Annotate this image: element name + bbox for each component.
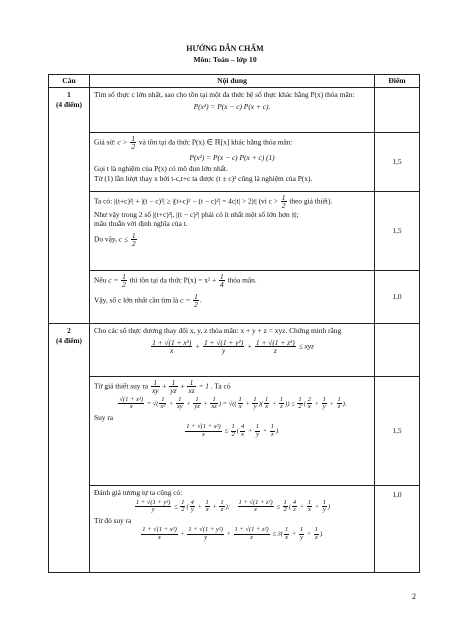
q1-score-c: 1,0 bbox=[375, 271, 420, 324]
question-2-cell bbox=[49, 324, 90, 573]
fraction-one-half: $\frac{1}{2}$ bbox=[122, 272, 126, 290]
table-header-row bbox=[49, 75, 420, 88]
q2-step-2 bbox=[90, 486, 375, 573]
q1-step-2-line1b: theo giả thiết). bbox=[289, 196, 333, 206]
q1-step-1: Giả sử: c > $\frac{1}{2}$ và tồn tại đa thức P(x) ∈ ℝ[x] khác hằng thỏa mãn: P(x²) = P(x − c) P(x + c) (1) Gọi t là nghiệm của P(x) có mô đun lớn nhất. Từ (1) lần lượt thay x bởi t-c,t+c ta được (t ± c)² cũng là nghiệm của P(x). bbox=[90, 133, 375, 192]
q2-step-2-result: $\frac{\text{1 + √(1 + x²)}}{x}$ + $\frac{\text{1 + √(1 + y²)}}{y}$ + $\frac{\text{1 + √(1 + z²)}}{z}$ ≤ 3( $\frac{1}{x}$ + $\frac{1}{y}$ + $\frac{1}{z}$ ). bbox=[142, 526, 324, 541]
q1-step-1-line4: Từ (1) lần lượt thay x bởi t-c,t+c ta được (t ± c)² cũng là nghiệm của P(x). bbox=[94, 174, 313, 184]
table-row bbox=[49, 377, 420, 486]
question-1-cell bbox=[49, 88, 90, 324]
q1-step-3-line2: Vậy, số c lớn nhất cần tìm là c = $\frac{1}{2}$ . bbox=[94, 291, 202, 310]
col-header-content: Nội dung bbox=[90, 75, 375, 88]
q1-step-2-conclusion-text: Do vậy, bbox=[94, 234, 117, 244]
question-2-points: (4 điểm) bbox=[55, 335, 83, 345]
q1-step-2-conclusion: Do vậy, c ≤ $\frac{1}{2}$ bbox=[94, 231, 136, 249]
q2-statement-text: Cho các số thực dương thay đổi x, y, z thỏa mãn: x + y + z = xyz. Chứng minh rằng bbox=[94, 326, 342, 335]
q2-step-1-trail: . Ta có bbox=[210, 381, 231, 391]
question-2-number: 2 bbox=[67, 326, 71, 335]
q1-score-b: 1,5 bbox=[375, 192, 420, 271]
q2-statement bbox=[90, 324, 375, 377]
fraction-one-half: $\frac{1}{2}$ bbox=[281, 193, 286, 211]
fraction-one-half: $\frac{1}{2}$ bbox=[131, 231, 136, 249]
q1-statement-score bbox=[375, 88, 420, 133]
q2-step-2-lead: Đánh giá tương tự ta cũng có: bbox=[94, 488, 183, 497]
q2-statement-score bbox=[375, 324, 420, 377]
q1-step-2 bbox=[90, 192, 375, 271]
q1-step-1-text: và tồn tại đa thức P(x) ∈ ℝ[x] khác hằng thỏa mãn: bbox=[138, 137, 293, 147]
q2-score-a: 1,5 bbox=[375, 377, 420, 486]
col-header-score: Điểm bbox=[375, 75, 420, 88]
q1-step-2-line1: Ta có: |(t+c)²| + |(t − c)²| ≥ |(t+c)² − (t − c)²| = 4c|t| > 2|t| (vì c > bbox=[94, 196, 278, 206]
col-header-question: Câu bbox=[49, 75, 90, 88]
q1-step-3-if: Nếu bbox=[94, 275, 107, 285]
table-row bbox=[49, 133, 420, 192]
q1-step-1-lead: Giả sử: bbox=[94, 137, 116, 147]
table-row bbox=[49, 324, 420, 377]
page-subtitle: Môn: Toán – lớp 10 bbox=[193, 55, 257, 64]
q2-score-b: 1,0 bbox=[375, 486, 420, 573]
page-number: 2 bbox=[412, 592, 416, 601]
q1-step-1-line3: Gọi t là nghiệm của P(x) có mô đun lớn nhất. bbox=[94, 164, 228, 174]
q1-statement-text: Tìm số thực c lớn nhất, sao cho tồn tại một đa thức hệ số thực khác hằng P(x) thỏa mãn: bbox=[94, 90, 355, 99]
q1-step-3 bbox=[90, 271, 375, 324]
question-1-number: 1 bbox=[67, 90, 71, 99]
q1-step-2-line3: mâu thuẫn với định nghĩa của t. bbox=[94, 219, 188, 229]
q2-step-1-hence: Suy ra bbox=[94, 412, 114, 422]
q1-step-3-satisfy: thỏa mãn. bbox=[227, 275, 257, 285]
q2-step-1 bbox=[90, 377, 375, 486]
q2-statement-rhs: ≤ xyz bbox=[298, 341, 314, 351]
grading-table bbox=[48, 74, 420, 573]
page-title: HƯỚNG DẪN CHẤM bbox=[186, 44, 264, 53]
q1-score-a: 1,5 bbox=[375, 133, 420, 192]
fraction-one-half: $\frac{1}{2}$ bbox=[194, 291, 198, 310]
table-row bbox=[49, 192, 420, 271]
q1-statement-formula: P(x²) = P(x − c) P(x + c). bbox=[193, 101, 271, 111]
q2-step-2-hence: Từ đó suy ra bbox=[94, 515, 132, 525]
q1-step-3-line1: Nếu c = $\frac{1}{2}$ thì tồn tại đa thức P(x) = x² + $\frac{1}{4}$ thỏa mãn. bbox=[94, 272, 257, 290]
q2-step-1-lead: Từ giả thiết suy ra bbox=[94, 381, 149, 391]
q2-step-2-formula: $\frac{\text{1 + √(1 + y²)}}{y}$ ≤ $\frac{1}{2}$ ( $\frac{4}{y}$ + $\frac{1}{x}$ + $\frac{1}{z}$ ); $\frac{\text{1 + √(1 + z²)}}{z}$ ≤ $\frac{1}{2}$ ( $\frac{4}{z}$ + $\frac{1}{x}$ + $\frac{1}{y}$ ) bbox=[135, 498, 331, 514]
q2-statement-formula: $\frac{\text{1 + √(1 + x²)}}{x}$ + $\frac{\text{1 + √(1 + y²)}}{y}$ + $\frac{\text{1 + √(1 + z²)}}{z}$ ≤ xyz bbox=[152, 337, 314, 356]
q2-step-1-formula: $\frac{\text{√(1 + x²)}}{x}$ = √( $\frac{1}{\text{x²}}$ + $\frac{1}{xy}$ + $\frac{1}{yz}$ + $\frac{1}{xz}$ ) = √(( $\frac{1}{x}$ + $\frac{1}{y}$ )( $\frac{1}{x}$ + $\frac{1}{z}$ )) ≤ $\frac{1}{2}$ ( $\frac{2}{x}$ + $\frac{1}{y}$ + $\frac{1}{z}$ ). bbox=[119, 395, 347, 411]
q1-step-3-poly: thì tồn tại đa thức P(x) = x² + bbox=[129, 275, 217, 285]
fraction-one-fourth: $\frac{1}{4}$ bbox=[220, 272, 224, 290]
question-1-points: (4 điểm) bbox=[55, 99, 83, 109]
q2-step-1-result: $\frac{\text{1 + √(1 + x²)}}{x}$ ≤ $\frac{1}{2}$ ( $\frac{4}{x}$ + $\frac{1}{y}$ + $\frac{1}{z}$ ). bbox=[186, 423, 280, 438]
q1-statement bbox=[90, 88, 375, 133]
q1-step-1-formula: P(x²) = P(x − c) P(x + c) (1) bbox=[189, 152, 275, 162]
table-row bbox=[49, 88, 420, 133]
table-row bbox=[49, 486, 420, 573]
q1-step-3-answer-text: Vậy, số c lớn nhất cần tìm là bbox=[94, 295, 179, 305]
fraction-one-half: $\frac{1}{2}$ bbox=[131, 134, 136, 152]
q2-step-1-line1: Từ giả thiết suy ra $\frac{1}{xy}$ + $\frac{1}{yz}$ + $\frac{1}{xz}$ = 1 . Ta có bbox=[94, 378, 231, 396]
q1-step-2-line2: Như vậy trong 2 số |(t+c)²|, |(t − c)²| phải có ít nhất một số lớn hơn |t|; bbox=[94, 209, 299, 219]
table-row bbox=[49, 271, 420, 324]
